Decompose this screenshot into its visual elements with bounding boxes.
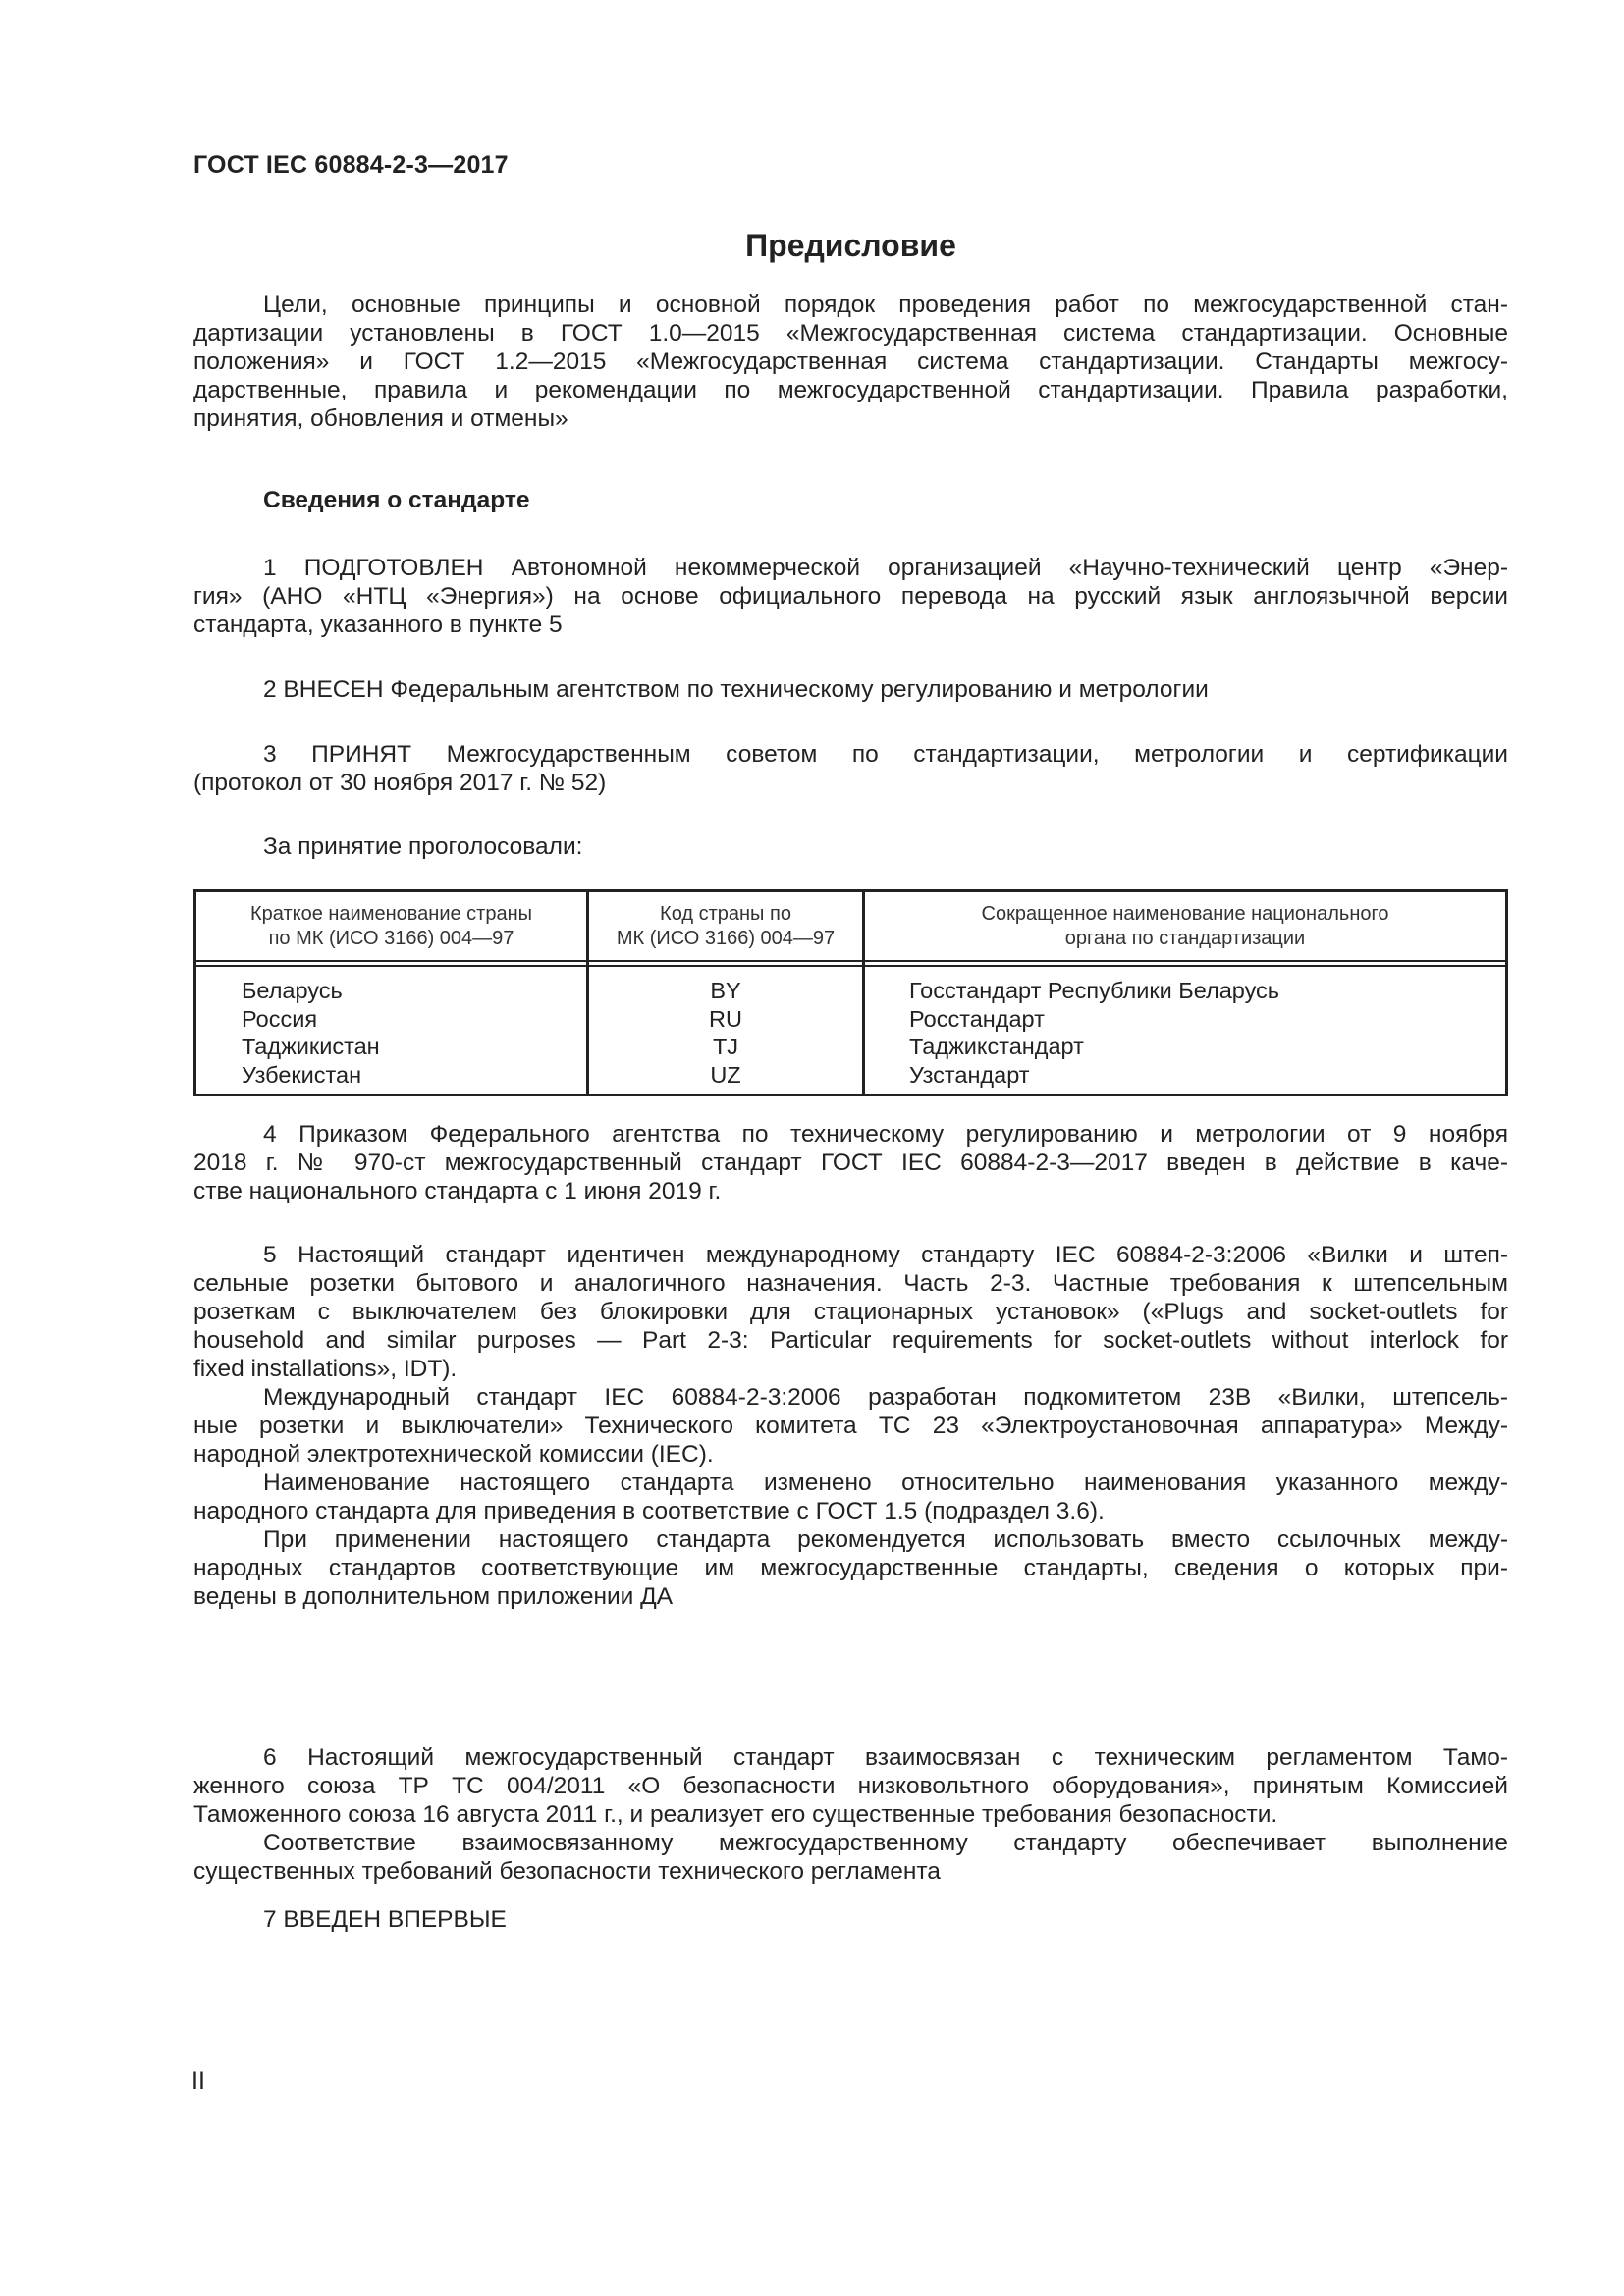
voted-label [193,832,1508,861]
table-cell: Россия [242,1005,318,1032]
item-5-paragraph [193,1241,1508,1611]
voting-countries-table [193,889,1508,1096]
header-text: МК (ИСО 3166) 004—97 [616,928,836,949]
table-cell: UZ [710,1061,741,1088]
text-line: стве национального стандарта с 1 июня 2019 г. [193,1178,722,1204]
text-line: 6 Настоящий межгосударственный стандарт взаимосвязан с техническим регламентом Тамо- [263,1744,1508,1771]
header-text: Краткое наименование страны [249,903,533,925]
header-text: Сокращенное наименование национального [981,903,1389,925]
text-line: 7 ВВЕДЕН ВПЕРВЫЕ [263,1906,507,1933]
text-line: 3 ПРИНЯТ Межгосударственным советом по стандартизации, метрологии и сертификации [263,741,1508,768]
column-code [589,977,862,1089]
document-code: ГОСТ IEC 60884-2-3—2017 [193,151,509,179]
table-cell: Госстандарт Республики Беларусь [909,978,1280,1003]
item-1-paragraph [193,554,1508,639]
table-cell: Узбекистан [242,1061,362,1088]
table-cell: RU [709,1005,742,1032]
text-line: сельные розетки бытового и аналогичного назначения. Часть 2-3. Частные требования к штепсельным [193,1270,1508,1297]
table-header-country [196,902,586,951]
text-line: Соответствие взаимосвязанному межгосударственному стандарту обеспечивает выполнение [263,1830,1508,1856]
item-7-paragraph [193,1905,1508,1934]
table-cell: Таджикистан [242,1034,380,1059]
text-line: (протокол от 30 ноября 2017 г. № 52) [193,770,607,796]
table-header-body [865,902,1505,951]
text-line: дарственные, правила и рекомендации по межгосударственной стандартизации. Правила разработки, [193,377,1508,403]
text-line: дартизации установлены в ГОСТ 1.0—2015 «Межгосударственная система стандартизации. Основные [193,320,1508,347]
header-text: органа по стандартизации [1064,928,1306,949]
section-heading: Сведения о стандарте [263,487,530,513]
item-6-paragraph [193,1743,1508,1886]
text-line: При применении настоящего стандарта рекомендуется использовать вместо ссылочных между- [263,1526,1508,1553]
item-2-paragraph [193,675,1508,704]
header-divider [196,965,1505,967]
text-line: народных стандартов соответствующие им межгосударственные стандарты, сведения о которых при- [193,1555,1508,1581]
text-line: 2018 г. № 970-ст межгосударственный стандарт ГОСТ IEC 60884-2-3—2017 введен в действие в каче- [193,1149,1508,1176]
header-text: по МК (ИСО 3166) 004—97 [268,928,514,949]
text-line: положения» и ГОСТ 1.2—2015 «Межгосударственная система стандартизации. Стандарты межгосу- [193,348,1508,375]
text-line: household and similar purposes — Part 2-3: Particular requirements for socket-outlets without interlock for [193,1327,1508,1354]
text-line: Цели, основные принципы и основной порядок проведения работ по межгосударственной стан- [263,292,1508,318]
text-line: Таможенного союза 16 августа 2011 г., и реализует его существенные требования безопасности. [193,1801,1278,1828]
table-header-code [589,902,862,951]
text-line: 4 Приказом Федерального агентства по техническому регулированию и метрологии от 9 ноября [263,1121,1508,1148]
table-cell: Таджикстандарт [909,1034,1084,1059]
column-standards-body [909,977,1279,1089]
text-line: Наименование настоящего стандарта изменено относительно наименования указанного между- [263,1469,1508,1496]
header-text: Код страны по [660,903,791,925]
text-line: 1 ПОДГОТОВЛЕН Автономной некоммерческой организацией «Научно-технический центр «Энер- [263,555,1508,581]
text-line: 5 Настоящий стандарт идентичен международному стандарту IEC 60884-2-3:2006 «Вилки и штеп- [263,1242,1508,1268]
item-4-paragraph [193,1120,1508,1205]
text-line: стандарта, указанного в пункте 5 [193,612,563,638]
page-title: Предисловие [745,228,956,263]
page-number: II [191,2067,205,2095]
header-divider [196,960,1505,962]
text-line: народной электротехнической комиссии (IEC). [193,1441,714,1468]
table-cell: Узстандарт [909,1061,1030,1088]
column-country [242,977,380,1089]
intro-paragraph [193,291,1508,433]
text-line: существенных требований безопасности технического регламента [193,1858,941,1885]
text-line: За принятие проголосовали: [263,833,583,860]
text-line: fixed installations», IDT). [193,1356,458,1382]
table-cell: Беларусь [242,978,343,1003]
text-line: народного стандарта для приведения в соответствие с ГОСТ 1.5 (подраздел 3.6). [193,1498,1105,1524]
text-line: 2 ВНЕСЕН Федеральным агентством по техническому регулированию и метрологии [263,676,1209,703]
text-line: гия» (АНО «НТЦ «Энергия») на основе официального перевода на русский язык англоязычной версии [193,583,1508,610]
text-line: Международный стандарт IEC 60884-2-3:2006 разработан подкомитетом 23B «Вилки, штепсель- [263,1384,1508,1411]
table-cell: TJ [712,1034,739,1059]
text-line: женного союза ТР ТС 004/2011 «О безопасности низковольтного оборудования», принятым Комиссией [193,1773,1508,1799]
table-cell: Росстандарт [909,1005,1045,1032]
text-line: розеткам с выключателем без блокировки для стационарных установок» («Plugs and socket-outlets for [193,1299,1508,1325]
text-line: принятия, обновления и отмены» [193,405,568,432]
item-3-paragraph [193,740,1508,797]
text-line: ведены в дополнительном приложении ДА [193,1583,674,1610]
text-line: ные розетки и выключатели» Технического комитета TC 23 «Электроустановочная аппаратура» Между- [193,1413,1508,1439]
table-cell: BY [710,978,741,1003]
